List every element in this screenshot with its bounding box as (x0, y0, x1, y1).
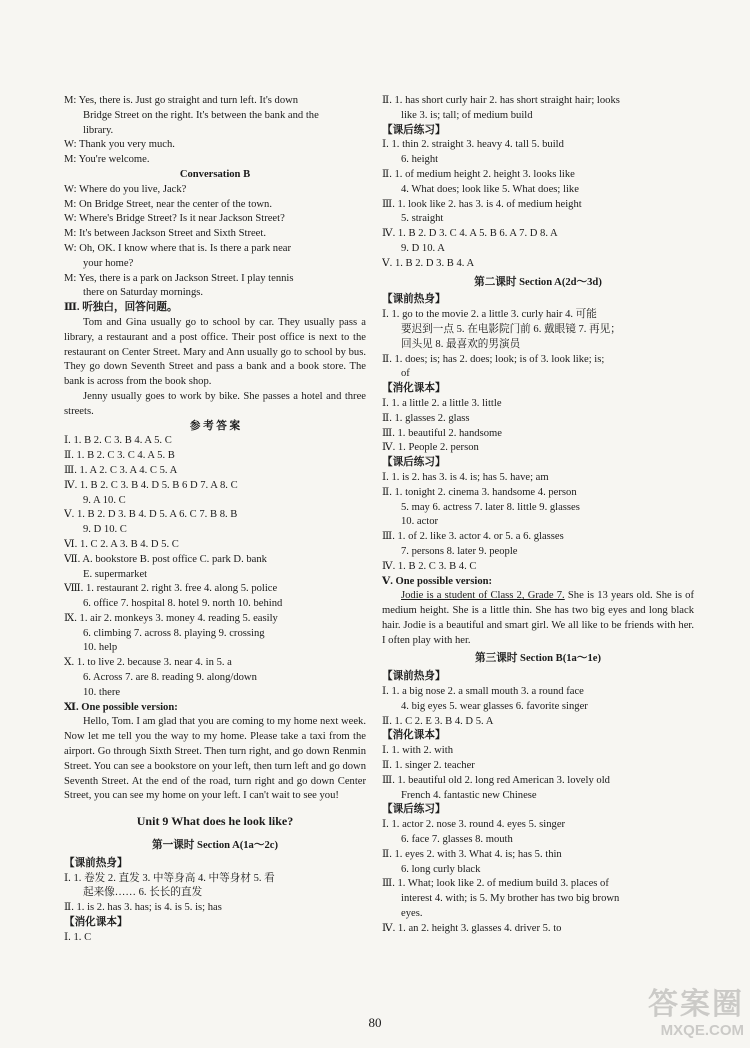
text-line: M: It's between Jackson Street and Sixth Street. (64, 228, 266, 240)
right-column (382, 94, 694, 937)
text-line: M: On Bridge Street, near the center of the town. (64, 198, 272, 210)
unit-title: Unit 9 What does he look like? (136, 814, 294, 829)
watermark-logo (594, 988, 744, 1044)
paragraph: Jodie is a student of Class 2, Grade 7. She is 13 years old. She is of medium height. She is a little thin. She has two big eyes and long black hair. Jodie is a beautiful and smart girl. We all like to be friends with her. I often play with her. (382, 590, 694, 646)
text-line: 4. big eyes 5. wear glasses 6. favorite singer (401, 700, 588, 712)
text-line: Ⅲ. 1. beautiful old 2. long red American 3. lovely old (382, 774, 610, 786)
text-line: Ⅱ. 1. does; is; has 2. does; look; is of 3. look like; is; (382, 353, 605, 365)
text-line: Ⅰ. 1. go to the movie 2. a little 3. curly hair 4. 可能 (382, 309, 597, 321)
section-header: Ⅲ. 听独白，回答问题。 (64, 302, 178, 314)
text-line: M: Yes, there is a park on Jackson Street. I play tennis (64, 272, 294, 284)
paragraph: Jenny usually goes to work by bike. She passes a hotel and three streets. (64, 390, 366, 417)
text-line: 4. What does; look like 5. What does; like (401, 183, 579, 195)
text-line: Ⅲ. 1. of 2. like 3. actor 4. or 5. a 6. glasses (382, 531, 564, 543)
text-line: Ⅹ. 1. to live 2. because 3. near 4. in 5. a (64, 657, 232, 669)
text-line: W: Where do you live, Jack? (64, 183, 187, 195)
section-header: 【消化课本】 (382, 730, 446, 742)
text-line: 7. persons 8. later 9. people (401, 545, 518, 557)
text-line: Ⅳ. 1. B 2. D 3. C 4. A 5. B 6. A 7. D 8. A (382, 228, 558, 240)
text-line: 6. height (401, 154, 439, 166)
text-line: W: Thank you very much. (64, 139, 175, 151)
text-line: 5. may 6. actress 7. later 8. little 9. glasses (401, 501, 580, 513)
text-line: 6. long curly black (401, 863, 481, 875)
page-number: 80 (368, 1015, 382, 1030)
text-line: like 3. is; tall; of medium build (401, 109, 533, 121)
text-line: 6. Across 7. are 8. reading 9. along/down (83, 672, 257, 684)
text-line: Ⅱ. 1. B 2. C 3. C 4. A 5. B (64, 450, 175, 462)
section-header: 【消化课本】 (382, 383, 446, 395)
text-line: Ⅳ. 1. an 2. height 3. glasses 4. driver 5. to (382, 922, 562, 934)
section-header: 【课前热身】 (64, 857, 128, 869)
text-line: eyes. (401, 908, 423, 920)
text-line: W: Where's Bridge Street? Is it near Jackson Street? (64, 213, 285, 225)
lesson-title: 第一课时 Section A(1a～2c) (152, 840, 278, 852)
section-header: 【消化课本】 (64, 917, 128, 929)
version-heading: Ⅴ. One possible version: (382, 575, 493, 587)
section-header: 【课前热身】 (382, 294, 446, 306)
text-line: 5. straight (401, 213, 444, 225)
text-line: Ⅱ. 1. of medium height 2. height 3. looks like (382, 168, 575, 180)
text-line: Ⅸ. 1. air 2. monkeys 3. money 4. reading 5. easily (64, 612, 278, 624)
section-header: 【课前热身】 (382, 671, 446, 683)
paragraph: Hello, Tom. I am glad that you are coming to my home next week. Now let me tell you the way to my home. Please take a taxi from the airport. Go through Sixth Street. Then turn right, and go down Renmin Street. You can see a bookstore on your left, then turn left and go down Seventh Street. At the end of the road, turn right and go down Center Street, you can see my home on your left. I can't wait to see you! (64, 716, 366, 802)
text-line: Ⅲ. 1. What; look like 2. of medium build 3. places of (382, 878, 609, 890)
text-line: Ⅳ. 1. B 2. C 3. B 4. C (382, 560, 477, 572)
text-line: Ⅱ. 1. eyes 2. with 3. What 4. is; has 5. thin (382, 848, 562, 860)
text-line: interest 4. with; is 5. My brother has two big brown (401, 893, 620, 905)
text-line: 10. help (83, 642, 118, 654)
text-line: Ⅷ. 1. restaurant 2. right 3. free 4. along 5. police (64, 583, 278, 595)
text-line: Ⅰ. 1. with 2. with (382, 745, 453, 757)
text-line: 起来像…… 6. 长长的直发 (83, 887, 203, 899)
section-header: 【课后练习】 (382, 804, 446, 816)
text-line: Ⅱ. 1. is 2. has 3. has; is 4. is 5. is; has (64, 902, 222, 914)
text-line: Bridge Street on the right. It's between the bank and the (83, 109, 319, 121)
text-line: 9. A 10. C (83, 494, 126, 506)
text-line: Ⅰ. 1. thin 2. straight 3. heavy 4. tall 5. build (382, 139, 564, 151)
text-line: Ⅲ. 1. look like 2. has 3. is 4. of medium height (382, 198, 582, 210)
text-line: Ⅱ. 1. tonight 2. cinema 3. handsome 4. person (382, 486, 577, 498)
text-line: Ⅲ. 1. A 2. C 3. A 4. C 5. A (64, 464, 178, 476)
text-line: W: Oh, OK. I know where that is. Is there a park near (64, 242, 291, 254)
text-line: 10. actor (401, 516, 439, 528)
text-line: 回头见 8. 最喜欢的男演员 (401, 338, 521, 350)
watermark-top-text: 答案圈 (648, 988, 744, 1021)
text-line: your home? (83, 257, 134, 269)
lesson-title: 第三课时 Section B(1a～1e) (475, 653, 601, 665)
text-line: Ⅰ. 1. 卷发 2. 直发 3. 中等身高 4. 中等身材 5. 看 (64, 872, 275, 884)
text-line: 6. climbing 7. across 8. playing 9. crossing (83, 627, 265, 639)
text-line: Ⅳ. 1. B 2. C 3. B 4. D 5. B 6 D 7. A 8. C (64, 479, 238, 491)
version-heading: Ⅺ. One possible version: (64, 701, 178, 713)
text-line: 6. face 7. glasses 8. mouth (401, 834, 513, 846)
text-line: Ⅰ. 1. actor 2. nose 3. round 4. eyes 5. singer (382, 819, 566, 831)
text-line: Ⅶ. A. bookstore B. post office C. park D. bank (64, 553, 267, 565)
left-column (64, 94, 366, 946)
text-line: Ⅱ. 1. C 2. E 3. B 4. D 5. A (382, 715, 494, 727)
text-line: 6. office 7. hospital 8. hotel 9. north 10. behind (83, 598, 283, 610)
centered-heading: Conversation B (179, 168, 251, 180)
text-line: library. (83, 124, 114, 136)
paragraph: Tom and Gina usually go to school by car. They usually pass a library, a restaurant and a post office. Their post office is next to the restaurant on Center Street. Mary and Ann usually go to school by bus. They go down Seventh Street and pass a bank and a book store. The bank is across from the book shop. (64, 316, 366, 388)
text-line: Ⅰ. 1. a big nose 2. a small mouth 3. a round face (382, 686, 584, 698)
text-line: French 4. fantastic new Chinese (401, 789, 537, 801)
centered-heading: 参 考 答 案 (189, 420, 241, 432)
text-line: Ⅳ. 1. People 2. person (382, 442, 479, 454)
text-line: Ⅱ. 1. glasses 2. glass (382, 412, 470, 424)
text-line: E. supermarket (83, 568, 148, 580)
text-line: of (401, 368, 410, 380)
text-line: Ⅱ. 1. singer 2. teacher (382, 760, 475, 772)
text-line: 9. D 10. C (83, 524, 127, 536)
section-header: 【课后练习】 (382, 124, 446, 136)
text-line: Ⅰ. 1. is 2. has 3. is 4. is; has 5. have; am (382, 471, 549, 483)
text-line: Ⅴ. 1. B 2. D 3. B 4. A (382, 257, 475, 269)
text-line: Ⅵ. 1. C 2. A 3. B 4. D 5. C (64, 538, 179, 550)
text-line: Ⅴ. 1. B 2. D 3. B 4. D 5. A 6. C 7. B 8. B (64, 509, 238, 521)
text-line: Ⅰ. 1. C (64, 931, 92, 943)
text-line: Ⅰ. 1. B 2. C 3. B 4. A 5. C (64, 435, 172, 447)
text-line: Ⅲ. 1. beautiful 2. handsome (382, 427, 502, 439)
text-line: Ⅰ. 1. a little 2. a little 3. little (382, 397, 502, 409)
section-header: 【课后练习】 (382, 457, 446, 469)
text-line: there on Saturday mornings. (83, 287, 204, 299)
text-line: M: You're welcome. (64, 154, 150, 166)
text-line: Ⅱ. 1. has short curly hair 2. has short straight hair; looks (382, 95, 620, 106)
lesson-title: 第二课时 Section A(2d～3d) (474, 276, 602, 288)
text-line: 要迟到一点 5. 在电影院门前 6. 戴眼镜 7. 再见； (401, 323, 621, 335)
text-line: M: Yes, there is. Just go straight and turn left. It's down (64, 95, 299, 106)
text-line: 10. there (83, 686, 121, 698)
watermark-bottom-text: MXQE.COM (660, 1022, 744, 1039)
text-line: 9. D 10. A (401, 242, 445, 254)
